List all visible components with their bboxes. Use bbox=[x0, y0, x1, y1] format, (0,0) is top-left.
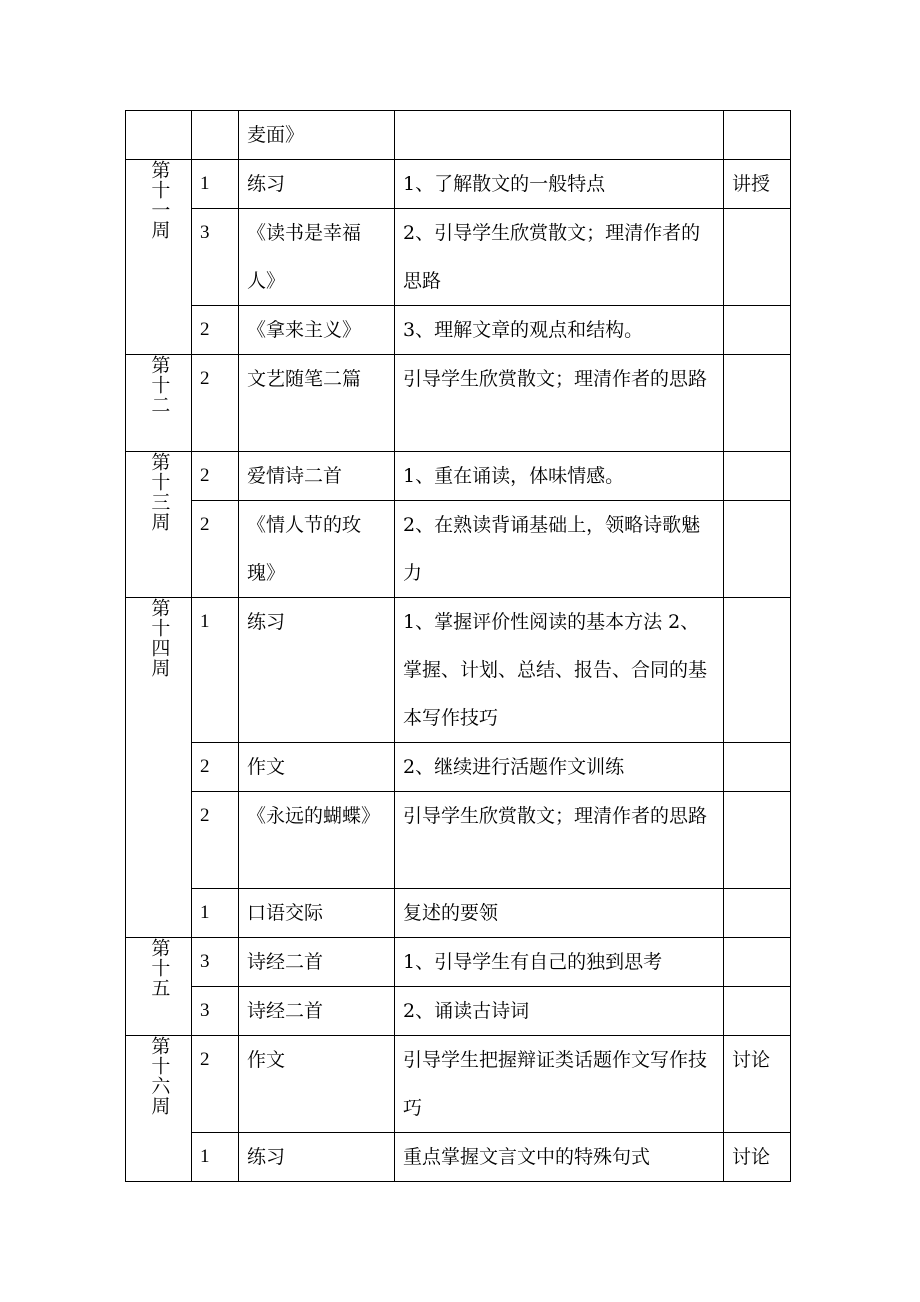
goal-cell: 引导学生欣赏散文；理清作者的思路 bbox=[395, 792, 724, 889]
hours-cell bbox=[192, 111, 239, 160]
hours-cell: 2 bbox=[192, 792, 239, 889]
goal-cell: 引导学生欣赏散文；理清作者的思路 bbox=[395, 355, 724, 452]
table-row bbox=[126, 1036, 791, 1133]
method-cell bbox=[724, 987, 791, 1036]
topic-cell: 作文 bbox=[239, 743, 395, 792]
table-row bbox=[126, 987, 791, 1036]
topic-cell: 口语交际 bbox=[239, 889, 395, 938]
topic-cell: 爱情诗二首 bbox=[239, 452, 395, 501]
week-cell bbox=[126, 111, 192, 160]
week-cell bbox=[126, 355, 192, 452]
goal-cell: 2、诵读古诗词 bbox=[395, 987, 724, 1036]
method-cell: 讨论 bbox=[724, 1133, 791, 1182]
hours-cell: 2 bbox=[192, 306, 239, 355]
topic-cell: 《读书是幸福人》 bbox=[239, 209, 395, 306]
topic-cell: 练习 bbox=[239, 598, 395, 743]
table-row bbox=[126, 501, 791, 598]
method-cell bbox=[724, 598, 791, 743]
week-cell bbox=[126, 1036, 192, 1182]
table-row bbox=[126, 889, 791, 938]
goal-cell: 2、继续进行活题作文训练 bbox=[395, 743, 724, 792]
topic-cell: 练习 bbox=[239, 1133, 395, 1182]
table-row bbox=[126, 792, 791, 889]
table-row bbox=[126, 743, 791, 792]
goal-cell: 2、引导学生欣赏散文；理清作者的思路 bbox=[395, 209, 724, 306]
method-cell bbox=[724, 938, 791, 987]
hours-cell: 2 bbox=[192, 1036, 239, 1133]
topic-cell: 《永远的蝴蝶》 bbox=[239, 792, 395, 889]
table-row bbox=[126, 938, 791, 987]
week-label: 第十六周 bbox=[148, 1036, 171, 1116]
table-row bbox=[126, 452, 791, 501]
method-cell bbox=[724, 792, 791, 889]
topic-cell: 练习 bbox=[239, 160, 395, 209]
method-cell: 讨论 bbox=[724, 1036, 791, 1133]
method-cell bbox=[724, 355, 791, 452]
topic-cell: 诗经二首 bbox=[239, 938, 395, 987]
topic-cell: 《拿来主义》 bbox=[239, 306, 395, 355]
method-cell bbox=[724, 306, 791, 355]
hours-cell: 2 bbox=[192, 501, 239, 598]
goal-cell: 2、在熟读背诵基础上，领略诗歌魅力 bbox=[395, 501, 724, 598]
hours-cell: 2 bbox=[192, 355, 239, 452]
topic-cell: 文艺随笔二篇 bbox=[239, 355, 395, 452]
topic-cell: 《情人节的玫瑰》 bbox=[239, 501, 395, 598]
week-cell bbox=[126, 452, 192, 598]
week-label: 第十五 bbox=[148, 938, 171, 998]
week-cell bbox=[126, 160, 192, 355]
goal-cell: 1、引导学生有自己的独到思考 bbox=[395, 938, 724, 987]
week-label: 第十四周 bbox=[148, 598, 171, 678]
goal-cell: 1、重在诵读，体味情感。 bbox=[395, 452, 724, 501]
hours-cell: 3 bbox=[192, 987, 239, 1036]
hours-cell: 1 bbox=[192, 598, 239, 743]
goal-cell: 1、掌握评价性阅读的基本方法 2、掌握、计划、总结、报告、合同的基本写作技巧 bbox=[395, 598, 724, 743]
topic-cell: 作文 bbox=[239, 1036, 395, 1133]
method-cell bbox=[724, 743, 791, 792]
method-cell bbox=[724, 889, 791, 938]
method-cell bbox=[724, 111, 791, 160]
week-label: 第十三周 bbox=[148, 452, 171, 532]
topic-cell: 麦面》 bbox=[239, 111, 395, 160]
method-cell bbox=[724, 452, 791, 501]
goal-cell: 复述的要领 bbox=[395, 889, 724, 938]
table-row bbox=[126, 355, 791, 452]
hours-cell: 2 bbox=[192, 743, 239, 792]
goal-cell: 3、理解文章的观点和结构。 bbox=[395, 306, 724, 355]
method-cell: 讲授 bbox=[724, 160, 791, 209]
goal-cell: 1、了解散文的一般特点 bbox=[395, 160, 724, 209]
method-cell bbox=[724, 501, 791, 598]
table-row bbox=[126, 209, 791, 306]
goal-cell bbox=[395, 111, 724, 160]
table-row bbox=[126, 1133, 791, 1182]
week-cell bbox=[126, 598, 192, 938]
week-cell bbox=[126, 938, 192, 1036]
goal-cell: 重点掌握文言文中的特殊句式 bbox=[395, 1133, 724, 1182]
hours-cell: 3 bbox=[192, 938, 239, 987]
week-label: 第十二 bbox=[148, 355, 171, 415]
table-row bbox=[126, 306, 791, 355]
hours-cell: 3 bbox=[192, 209, 239, 306]
hours-cell: 2 bbox=[192, 452, 239, 501]
table-row bbox=[126, 111, 791, 160]
teaching-plan-table bbox=[125, 110, 791, 1182]
table-row bbox=[126, 598, 791, 743]
topic-cell: 诗经二首 bbox=[239, 987, 395, 1036]
week-label: 第十一周 bbox=[148, 160, 171, 240]
hours-cell: 1 bbox=[192, 160, 239, 209]
table-row bbox=[126, 160, 791, 209]
hours-cell: 1 bbox=[192, 889, 239, 938]
goal-cell: 引导学生把握辩证类话题作文写作技巧 bbox=[395, 1036, 724, 1133]
hours-cell: 1 bbox=[192, 1133, 239, 1182]
method-cell bbox=[724, 209, 791, 306]
